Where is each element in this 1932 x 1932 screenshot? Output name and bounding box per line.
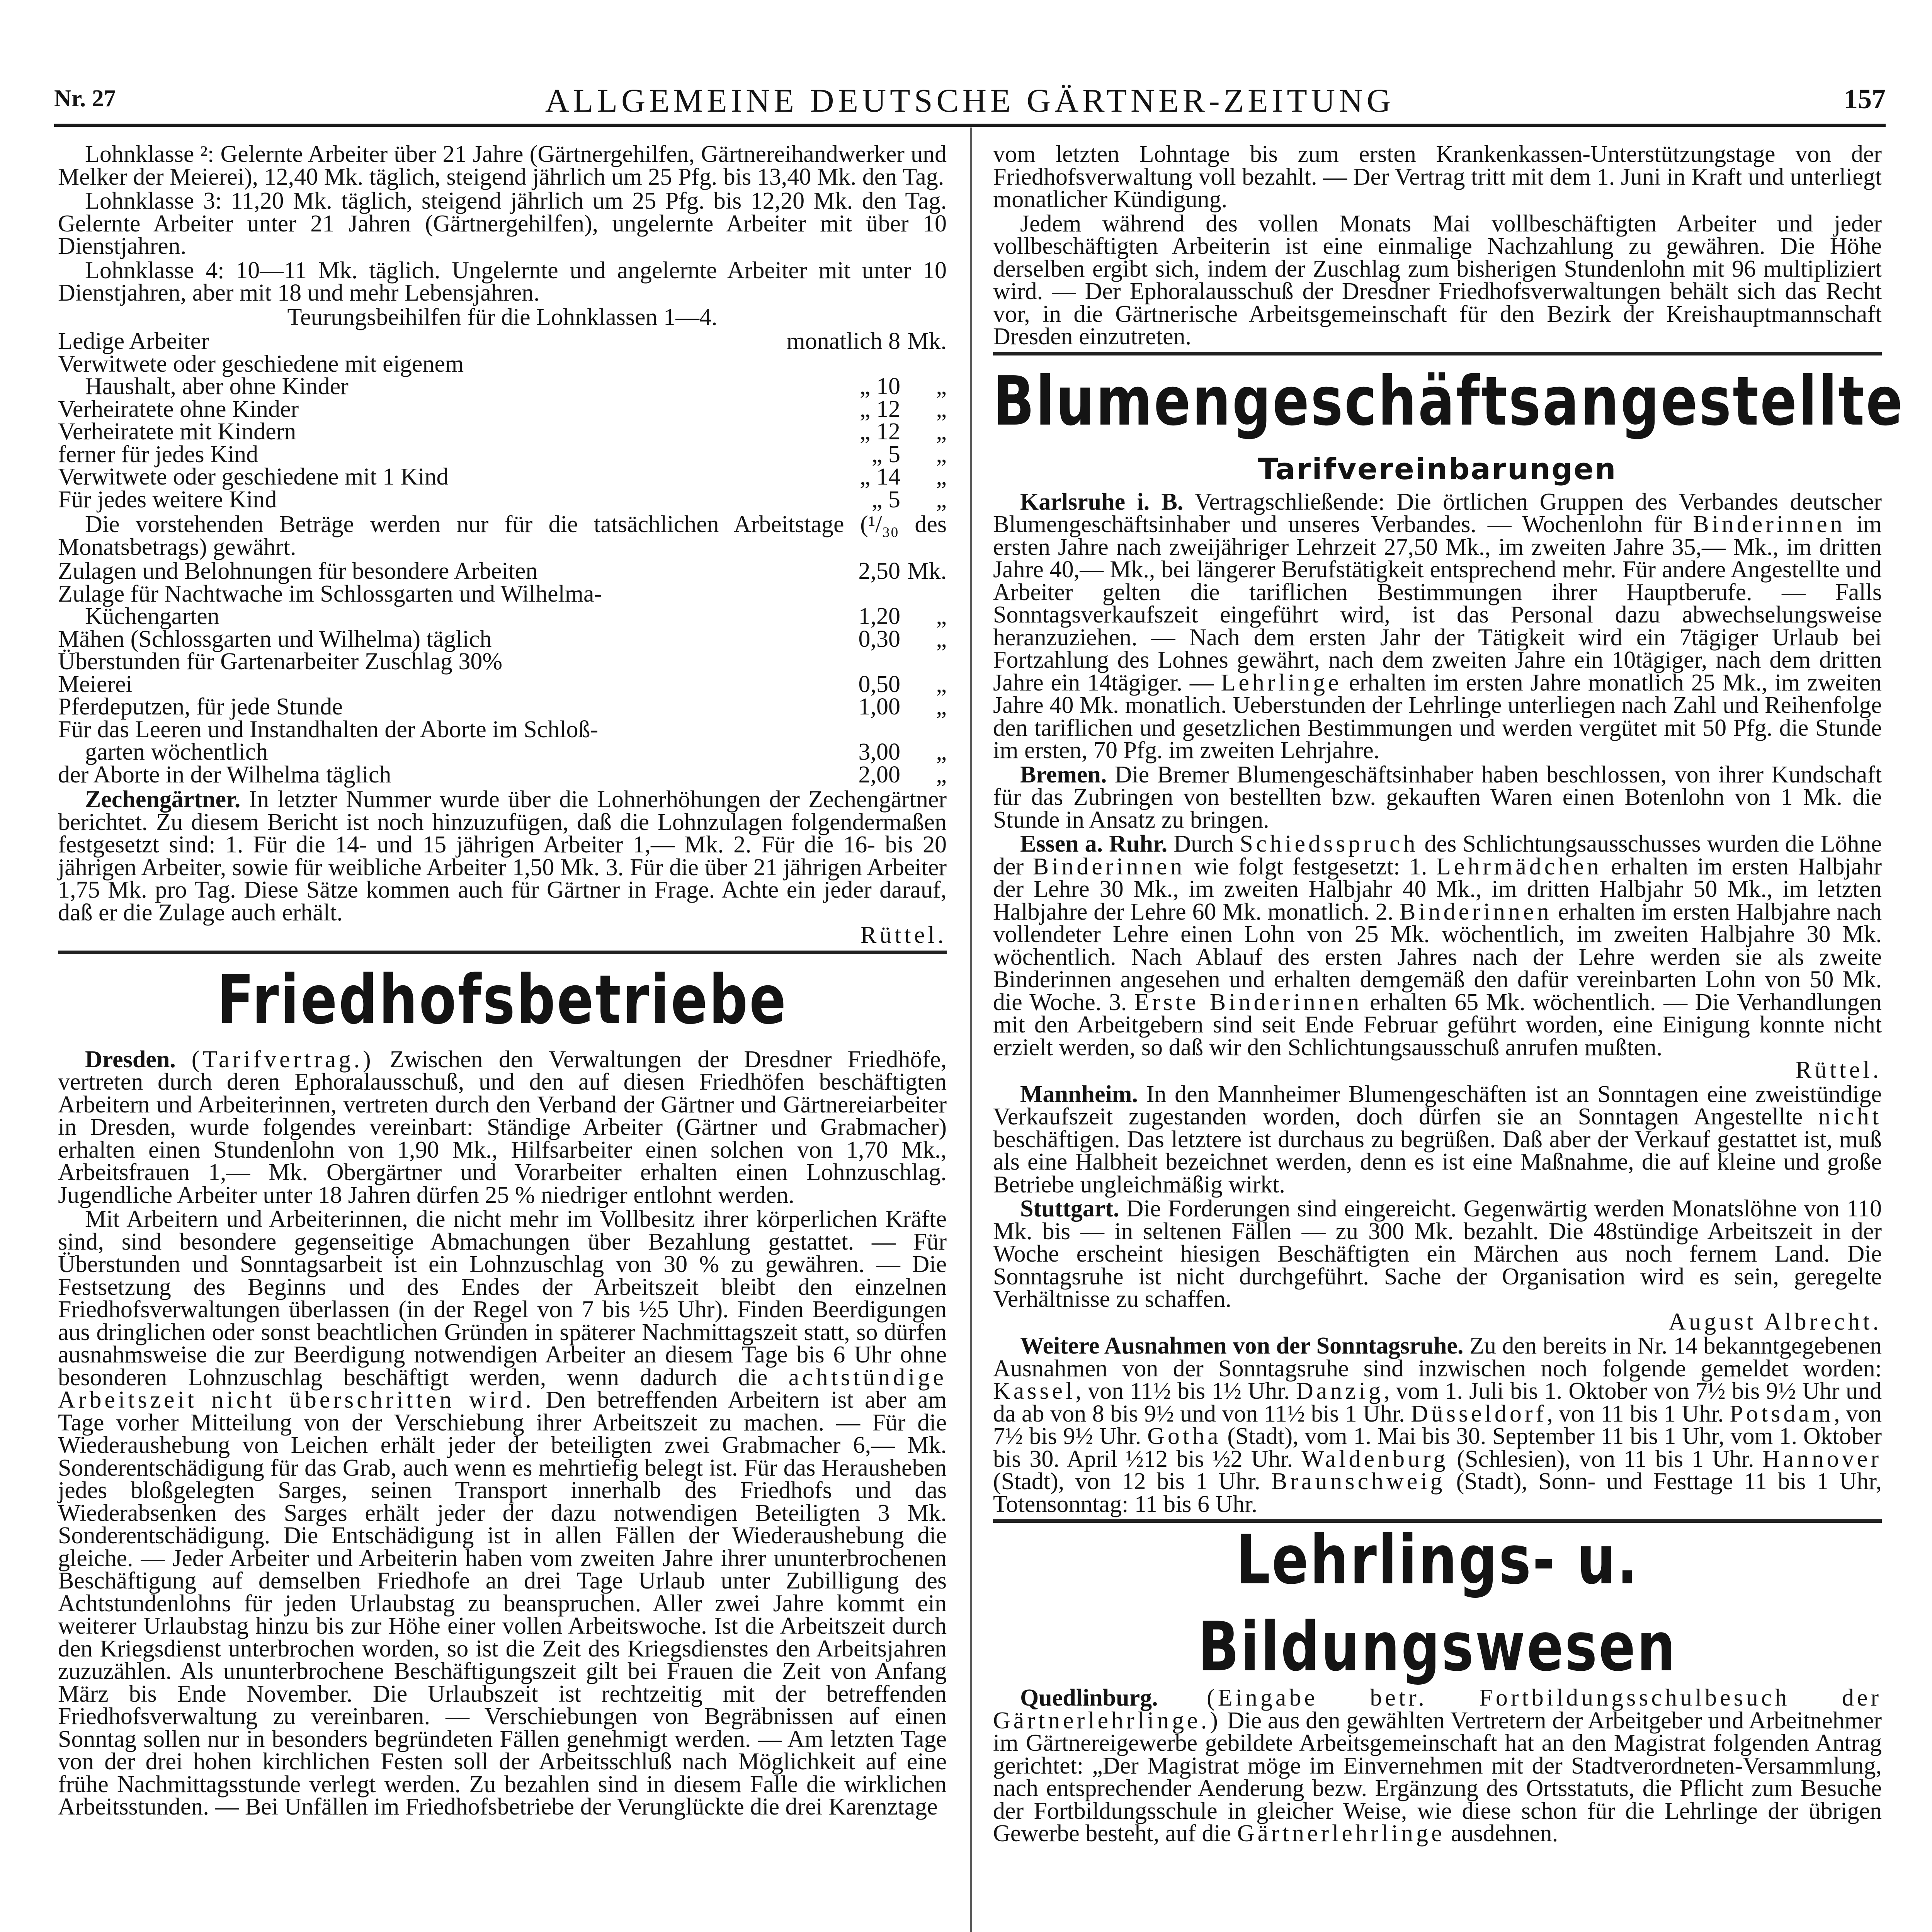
right-column — [993, 141, 1905, 1847]
allowances-note: Die vorstehenden Beträge werden nur für die tatsächlichen Arbeitstage (¹/₃₀ des Monatsbetrags) gewährt. — [58, 511, 947, 560]
table-row — [58, 375, 947, 398]
row-value: 2,00 — [858, 761, 900, 788]
table-row — [58, 330, 947, 353]
row-unit: „ — [936, 373, 947, 400]
stuttgart-text: Die Forderungen sind eingereicht. Gegenwärtig werden Monatslöhne von 110 Mk. bis — in seltenen Fällen — zu 300 Mk. bezahlt. Die 48stündige Arbeitszeit in der Woche erscheint hiesigen Beschäftigten ein Märchen aus noch fernem Land. Die Sonntagsruhe ist nicht durchgeführt. Sache der Organisation wird es sein, geregelte Verhältnisse zu schaffen. — [993, 1196, 1882, 1312]
row-value: 1,00 — [858, 694, 900, 720]
city-duesseldorf: Düsseldorf — [1411, 1400, 1547, 1427]
row-value — [811, 650, 900, 673]
weitere-lead: Weitere Ausnahmen von der Sonntagsruhe. — [1020, 1333, 1464, 1359]
karlsruhe-text-c: erhalten im ersten Jahre monatlich 25 Mk., im zweiten Jahre 40 Mk. monatlich. Ueberstunden der Lehrlinge unterliegen nach Zahl und Reihenfolge den tariflichen und gesetzlichen Bestimmungen und werden vergütet mit 50 Pfg. die Stunde im ersten, 70 Pfg. im zweiten Lehrjahre. — [993, 669, 1882, 764]
weitere-paragraph — [993, 1335, 1882, 1515]
row-unit: „ — [936, 761, 947, 788]
issue-number: Nr. 27 — [54, 85, 116, 112]
row-value: 0,30 — [858, 626, 900, 652]
table-row — [58, 673, 947, 696]
mannheim-text-b: beschäftigen. Das letztere ist durchaus zu begrüßen. Daß aber der Verkauf gestattet ist, muß als eine Halbheit bezeichnet werden, denn es ist eine Maßnahme, die auf kleine und große Betriebe ungleichmäßig wirkt. — [993, 1126, 1882, 1198]
mannheim-paragraph — [993, 1083, 1882, 1196]
friedhof-continuation: vom letzten Lohntage bis zum ersten Krankenkassen-Unterstützungstage von der Friedhofsverwaltung voll bezahlt. — Der Vertrag tritt mit dem 1. Juni in Kraft und unterliegt monatlicher Kündigung. — [993, 141, 1882, 213]
essen-text-d: erhalten im ersten Halbjahr der Lehre 30 Mk., im zweiten Halbjahr 40 Mk., im dritten Halbjahr 50 Mk., im letzten Halbjahre der Lehre 60 Mk. monatlich. 2. — [993, 853, 1882, 925]
row-unit: „ — [936, 694, 947, 720]
table-row — [58, 488, 947, 511]
row-value: 2,50 — [858, 558, 900, 584]
table-row — [58, 741, 947, 764]
row-value — [787, 353, 900, 376]
table-row — [58, 353, 947, 376]
friedhof-paragraph-2 — [58, 1208, 947, 1818]
table-row — [58, 420, 947, 443]
row-value: „ 5 — [871, 486, 900, 513]
row-label: garten wöchentlich — [85, 739, 268, 765]
row-value: 3,00 — [858, 739, 900, 765]
row-value: „ 10 — [859, 373, 900, 400]
row-label: Verheiratete mit Kindern — [58, 418, 296, 445]
table-row — [58, 718, 947, 741]
row-unit: „ — [936, 626, 947, 652]
lehrlinge-heading: Lehrlings- u. Bildungswesen — [1197, 1521, 1677, 1687]
row-value — [811, 583, 900, 605]
karlsruhe-spaced-1: Binderinnen — [1693, 511, 1845, 537]
row-label: Haushalt, aber ohne Kinder — [85, 373, 349, 400]
stuttgart-paragraph — [993, 1197, 1882, 1333]
quedlinburg-text-a: Die aus den gewählten Vertretern der Arbeitgeber und Arbeitnehmer im Gärtnereigewerbe gebildete Arbeitsgemeinschaft hat an den Magistrat folgenden Antrag gerichtet: „Der Magistrat möge im Einvernehmen mit der Stadtverordneten-Versammlung, nach entsprechender Aenderung bezw. Ergänzung des Ortsstatuts, die Pflicht zum Besuche der Fortbildungsschule in gleicher Weise, wie diese schon für die Lehrlinge der übrigen Gewerbe besteht, auf die — [993, 1707, 1882, 1847]
row-label: Zulagen und Belohnungen für besondere Arbeiten — [58, 558, 538, 584]
karlsruhe-text-b: im ersten Jahre nach zweijähriger Lehrzeit 27,50 Mk., im zweiten Jahre 35,— Mk., im dritten Jahre 40,— Mk., bei längerer Berufstätigkeit entsprechend mehr. Für andere Angestellte und Arbeiter gelten die tariflichen Bestimmungen ihrer Hauptberufe. — Falls Sonntagsverkaufszeit eingeführt wird, ist das Personal dazu abwechselungsweise heranzuziehen. — Nach dem ersten Jahr der Tätigkeit wird ein 7tägiger Urlaub bei Fortzahlung des Lohnes gewährt, nach dem zweiten Jahre ein 10tägiger, nach dem dritten Jahre ein 14tägiger. — — [993, 511, 1882, 696]
table-row — [58, 605, 947, 628]
essen-text-a: Durch — [1167, 831, 1240, 857]
city-kassel: Kassel — [993, 1378, 1076, 1404]
row-label: Zulage für Nachtwache im Schlossgarten und Wilhelma- — [58, 580, 602, 607]
weitere-text-7: (Stadt), von 12 bis 1 Uhr. — [993, 1468, 1271, 1495]
karlsruhe-text-a: Vertragschließende: Die örtlichen Gruppen des Verbandes deutscher Blumengeschäftsinhaber und unseres Verbandes. — Wochenlohn für — [993, 488, 1882, 537]
quedlinburg-text-b: ausdehnen. — [1445, 1820, 1558, 1847]
row-label: Verwitwete oder geschiedene mit 1 Kind — [58, 464, 449, 490]
essen-text-b: des Schlichtungsausschusses wurden die Löhne der — [993, 831, 1882, 880]
blumen-heading: Blumengeschäftsangestellte — [993, 362, 1905, 441]
table-row — [58, 466, 947, 488]
essen-lead: Essen a. Ruhr. — [1020, 831, 1168, 857]
row-label: Für das Leeren und Instandhalten der Aborte im Schloß- — [58, 716, 599, 743]
table-row — [58, 628, 947, 651]
row-unit: „ — [936, 603, 947, 629]
essen-text-e: erhalten im ersten Halbjahre nach vollendeter Lehre einen Lohn von 25 Mk. wöchentlich, im zweiten Halbjahre 30 Mk. wöchentlich. Nach Ablauf des ersten Jahres nach der Lehre werden sie als zweite Binderinnen angesehen und erhalten demgemäß den dafür vereinbarten Lohn von 50 Mk. die Woche. 3. — [993, 898, 1882, 1015]
row-unit: „ — [936, 418, 947, 445]
zechen-signature: Rüttel. — [860, 922, 947, 948]
city-waldenburg: Waldenburg — [1301, 1446, 1449, 1472]
stuttgart-lead: Stuttgart. — [1020, 1196, 1119, 1222]
row-value: monatlich 8 — [786, 328, 900, 354]
mannheim-text-a: In den Mannheimer Blumengeschäften ist an Sonntagen eine zweistündige Verkaufszeit zugestanden worden, doch dürfen sie an Sonntagen Angestellte — [993, 1081, 1882, 1130]
row-label: Mähen (Schlossgarten und Wilhelma) täglich — [58, 626, 492, 652]
row-label: Meierei — [58, 671, 133, 697]
bremen-paragraph — [993, 761, 1882, 833]
zechen-paragraph — [58, 788, 947, 947]
weitere-text-4: , von 7½ bis 9½ Uhr. — [993, 1400, 1882, 1449]
city-gotha: Gotha — [1147, 1423, 1221, 1449]
weitere-text-3: , von 11 bis 1 Uhr. — [1547, 1400, 1730, 1427]
essen-spaced-5: Erste Binderinnen — [1134, 989, 1362, 1015]
table-row — [58, 696, 947, 718]
weitere-text-8: (Stadt), Sonn- und Festtage 11 bis 1 Uhr, Totensonntag: 11 bis 6 Uhr. — [993, 1468, 1882, 1517]
section-divider — [993, 352, 1882, 355]
row-unit: „ — [936, 739, 947, 765]
row-label: Verwitwete oder geschiedene mit eigenem — [58, 350, 464, 377]
page-number: 157 — [1844, 83, 1886, 114]
row-unit: „ — [936, 486, 947, 513]
city-braunschweig: Braunschweig — [1271, 1468, 1446, 1495]
dresden-lead: Dresden. — [85, 1046, 176, 1073]
allowances-table — [58, 330, 947, 511]
karlsruhe-spaced-2: Lehrlinge — [1221, 669, 1342, 696]
essen-spaced-2: Binderinnen — [1032, 853, 1185, 880]
section-divider — [58, 951, 947, 954]
stuttgart-signature: August Albrecht. — [1668, 1308, 1882, 1335]
friedhof-spaced: achtstündige Arbeitszeit nicht überschritten wird. — [58, 1364, 947, 1413]
essen-signature: Rüttel. — [1795, 1057, 1882, 1083]
quedlinburg-paragraph — [993, 1687, 1882, 1845]
weitere-text-5: (Stadt), vom 1. Mai bis 30. September 11 bis 1 Uhr, vom 1. Oktober bis 30. April ½12 bis ½2 Uhr. — [993, 1423, 1882, 1472]
row-unit: „ — [936, 671, 947, 697]
quedlinburg-spaced-2: Gärtnerlehrlinge — [1237, 1820, 1445, 1847]
row-value: „ 12 — [859, 396, 900, 422]
row-unit: „ — [936, 396, 947, 422]
karlsruhe-lead: Karlsruhe i. B. — [1020, 488, 1184, 515]
column-divider — [970, 128, 972, 1932]
table-row — [58, 650, 947, 673]
wage-class-2-paragraph: Lohnklasse ²: Gelernte Arbeiter über 21 Jahre (Gärtnergehilfen, Gärtnereihandwerker und Melker der Meierei), 12,40 Mk. täglich, steigend jährlich um 25 Pfg. bis 13,40 Mk. den Tag. — [58, 141, 947, 190]
bremen-lead: Bremen. — [1020, 761, 1107, 788]
row-value: „ 14 — [859, 464, 900, 490]
row-unit: „ — [936, 441, 947, 468]
left-column — [58, 143, 947, 1820]
city-danzig: Danzig — [1296, 1378, 1384, 1404]
mannheim-spaced: nicht — [1818, 1104, 1882, 1130]
row-unit — [900, 650, 947, 673]
essen-paragraph — [993, 833, 1882, 1082]
table-row — [58, 398, 947, 421]
dresden-spaced: (Tarifvertrag.) — [191, 1046, 374, 1073]
row-value: 0,50 — [858, 671, 900, 697]
weitere-text-a: Zu den bereits in Nr. 14 bekanntgegebenen Ausnahmen von der Sonntagsruhe sind inzwischen noch folgende gemeldet worden: — [993, 1333, 1882, 1382]
zechen-text: In letzter Nummer wurde über die Lohnerhöhungen der Zechengärtner berichtet. Zu diesem Bericht ist noch hinzuzufügen, daß die Lohnzulagen folgendermaßen festgesetzt sind: 1. Für die 14- und 15 jährigen Arbeiter 1,— Mk. 2. Für die 16- bis 20 jährigen Arbeiter, sowie für weibliche Arbeiter 1,50 Mk. 3. Für die über 21 jährigen Arbeiter 1,75 Mk. pro Tag. Diese Sätze kommen auch für Gärtner in Frage. Achte ein jeder darauf, daß er die Zulage auch erhält. — [58, 786, 947, 926]
row-label: Küchengarten — [85, 603, 219, 629]
weitere-text-2: , vom 1. Juli bis 1. Oktober von 7½ bis 9½ Uhr und da ab von 8 bis 9½ und von 11½ bis 1 Uhr. — [993, 1378, 1882, 1427]
table-row — [58, 560, 947, 583]
friedhof-text-a: Mit Arbeitern und Arbeiterinnen, die nicht mehr im Vollbesitz ihrer körperlichen Kräfte sind, sind besondere gegenseitige Abmachungen über Bezahlung gestattet. — Für Überstunden und Sonntagsarbeit ist ein Lohnzuschlag von 30 % zu gewähren. — Die Festsetzung des Beginns und des Endes der Arbeitszeit bleibt den einzelnen Friedhofsverwaltungen überlassen (in der Regel von 7 bis ½5 Uhr). Finden Beerdigungen aus dringlichen oder sonst beachtlichen Gründen in späterer Nachmittagszeit statt, so dürfen ausnahmsweise die zur Beerdigung notwendigen Arbeiter an diesem Tage bis 6 Uhr ohne besonderen Lohnzuschlag beschäftigt werden, wenn dadurch die — [58, 1206, 947, 1391]
row-value — [811, 718, 900, 741]
row-label: der Aborte in der Wilhelma täglich — [58, 761, 391, 788]
row-unit — [900, 718, 947, 741]
city-hannover: Hannover — [1762, 1446, 1882, 1472]
friedhof-text-b: Den betreffenden Arbeitern ist aber am Tage vorher Mitteilung von der Verschiebung ihrer Arbeitszeit zu machen. — Für die Wiederaushebung von Leichen erhält jeder der beteiligten zwei Grabmacher 6,— Mk. Sonderentschädigung für das Grab, auch wenn es mehrtiefig belegt ist. Für das Herausheben jedes bloßgelegten Sarges, seinen Transport innerhalb des Friedhofs und das Wiederabsenken des Sarges erhält jeder der dazu notwendigen Beteiligten 3 Mk. Sonderentschädigung. Die Entschädigung ist in allen Fällen der Wiederaushebung die gleiche. — Jeder Arbeiter und Arbeiterin haben vom zweiten Jahre ihrer ununterbrochenen Beschäftigung auf demselben Friedhofe an drei Tage Urlaub unter Zubilligung des Achtstundenlohns für jeden Urlaubstag zu beanspruchen. Aller zwei Jahre kommt ein weiterer Urlaubstag hinzu bis zur Höhe einer vollen Arbeitswoche. Ist die Arbeitszeit durch den Kriegsdienst unterbrochen worden, so ist die Zeit des Kriegsdienstes den Arbeitsjahren zuzuzählen. Als ununterbrochene Beschäftigungszeit gilt bei Frauen die Zeit von Anfang März bis Ende November. Die Urlaubszeit ist rechtzeitig mit der betreffenden Friedhofsverwaltung zu vereinbaren. — Verschiebungen von Begräbnissen auf einen Sonntag sollen nur in besonders begründeten Fällen genehmigt werden. — Am letzten Tage von der drei hohen kirchlichen Festen soll der Arbeitsschluß nach Möglichkeit auf eine frühe Nachmittagsstunde verlegt werden. Zu bezahlen sind in diesem Falle die wirklichen Arbeitsstunden. — Bei Unfällen im Friedhofsbetriebe der Verunglückte die drei Karenztage — [58, 1387, 947, 1820]
tarif-subheading: Tarifvereinbarungen — [1258, 451, 1617, 486]
wage-class-4-paragraph: Lohnklasse 4: 10—11 Mk. täglich. Ungelernte und angelernte Arbeiter mit unter 10 Dienstjahren, aber mit 18 und mehr Lebensjahren. — [58, 257, 947, 306]
row-unit: „ — [936, 464, 947, 490]
friedhof-heading: Friedhofsbetriebe — [217, 961, 788, 1039]
row-value: „ 12 — [859, 418, 900, 445]
may-paragraph: Jedem während des vollen Monats Mai vollbeschäftigten Arbeiter und jeder vollbeschäftigten Arbeiterin ist eine einmalige Nachzahlung zu gewähren. Die Höhe derselben ergibt sich, indem der Zuschlag zum bisherigen Stundenlohn mit 96 multipliziert wird. — Der Ephoralausschuß der Dresdner Friedhofsverwaltungen behält sich das Recht vor, in die Gärtnerische Arbeitsgemeinschaft für den Bezirk der Kreishauptmannschaft Dresden einzutreten. — [993, 210, 1882, 350]
row-label: Verheiratete ohne Kinder — [58, 396, 299, 422]
row-label: Überstunden für Gartenarbeiter Zuschlag 30% — [58, 648, 502, 675]
dresden-paragraph — [58, 1048, 947, 1207]
allowances-heading: Teurungsbeihilfen für die Lohnklassen 1—4. — [287, 304, 718, 330]
weitere-text-1: , von 11½ bis 1½ Uhr. — [1075, 1378, 1296, 1404]
essen-text-c: wie folgt festgesetzt: 1. — [1185, 853, 1436, 880]
essen-text-f: erhalten 65 Mk. wöchentlich. — Die Verhandlungen mit den Arbeitgebern sind seit Ende Februar geführt worden, eine Einigung konnte nicht erzielt werden, so daß wir den Schlichtungsausschuß anrufen mußten. — [993, 989, 1882, 1061]
table-row — [58, 764, 947, 786]
weitere-text-6: (Schlesien), von 11 bis 1 Uhr. — [1448, 1446, 1763, 1472]
essen-spaced-1: Schiedsspruch — [1240, 831, 1418, 857]
newspaper-title: ALLGEMEINE DEUTSCHE GÄRTNER-ZEITUNG — [545, 82, 1395, 119]
table-row — [58, 443, 947, 466]
page-header — [54, 77, 1886, 127]
dresden-text: Zwischen den Verwaltungen der Dresdner Friedhöfe, vertreten durch deren Ephoralausschuß, und den auf diesen Friedhöfen beschäftigten Arbeitern und Arbeiterinnen, vertreten durch den Verband der Gärtner und Gärtnereiarbeiter in Dresden, wurde folgendes vereinbart: Ständige Arbeiter (Gärtner und Grabmacher) erhalten einen Stundenlohn von 1,90 Mk., Hilfsarbeiter einen solchen von 1,70 Mk., Arbeitsfrauen 1,— Mk. Obergärtner und Vorarbeiter erhalten einen Lohnzuschlag. Jugendliche Arbeiter unter 18 Jahren dürfen 25 % niedriger entlohnt werden. — [58, 1046, 947, 1208]
table-row — [58, 583, 947, 605]
row-unit — [900, 353, 947, 376]
row-label: Ledige Arbeiter — [58, 328, 209, 354]
mannheim-lead: Mannheim. — [1020, 1081, 1138, 1107]
row-label: ferner für jedes Kind — [58, 441, 259, 468]
bonuses-table — [58, 560, 947, 786]
row-label: Für jedes weitere Kind — [58, 486, 277, 513]
row-value: 1,20 — [858, 603, 900, 629]
row-unit — [900, 583, 947, 605]
quedlinburg-lead: Quedlinburg. — [1020, 1685, 1158, 1711]
row-value: „ 5 — [871, 441, 900, 468]
bremen-text: Die Bremer Blumengeschäftsinhaber haben beschlossen, von ihrer Kundschaft für das Zubringen von bestellten bzw. gekauften Waren einen Botenlohn von 1 Mk. die Stunde in Ansatz zu bringen. — [993, 761, 1882, 833]
row-label: Pferdeputzen, für jede Stunde — [58, 694, 343, 720]
essen-spaced-4: Binderinnen — [1400, 898, 1552, 925]
zechen-lead: Zechengärtner. — [85, 786, 241, 813]
quedlinburg-spaced-1: (Eingabe betr. Fortbildungsschulbesuch der Gärtnerlehrlinge.) — [993, 1685, 1882, 1734]
city-potsdam: Potsdam — [1730, 1400, 1834, 1427]
wage-class-3-paragraph: Lohnklasse 3: 11,20 Mk. täglich, steigend jährlich um 25 Pfg. bis 12,20 Mk. den Tag. Gelernte Arbeiter unter 21 Jahren (Gärtnergehilfen), ungelernte Arbeiter mit über 10 Dienstjahren. — [58, 188, 947, 259]
karlsruhe-paragraph — [993, 488, 1882, 764]
row-unit: Mk. — [907, 328, 947, 354]
row-unit: Mk. — [907, 558, 947, 584]
essen-spaced-3: Lehrmädchen — [1436, 853, 1602, 880]
